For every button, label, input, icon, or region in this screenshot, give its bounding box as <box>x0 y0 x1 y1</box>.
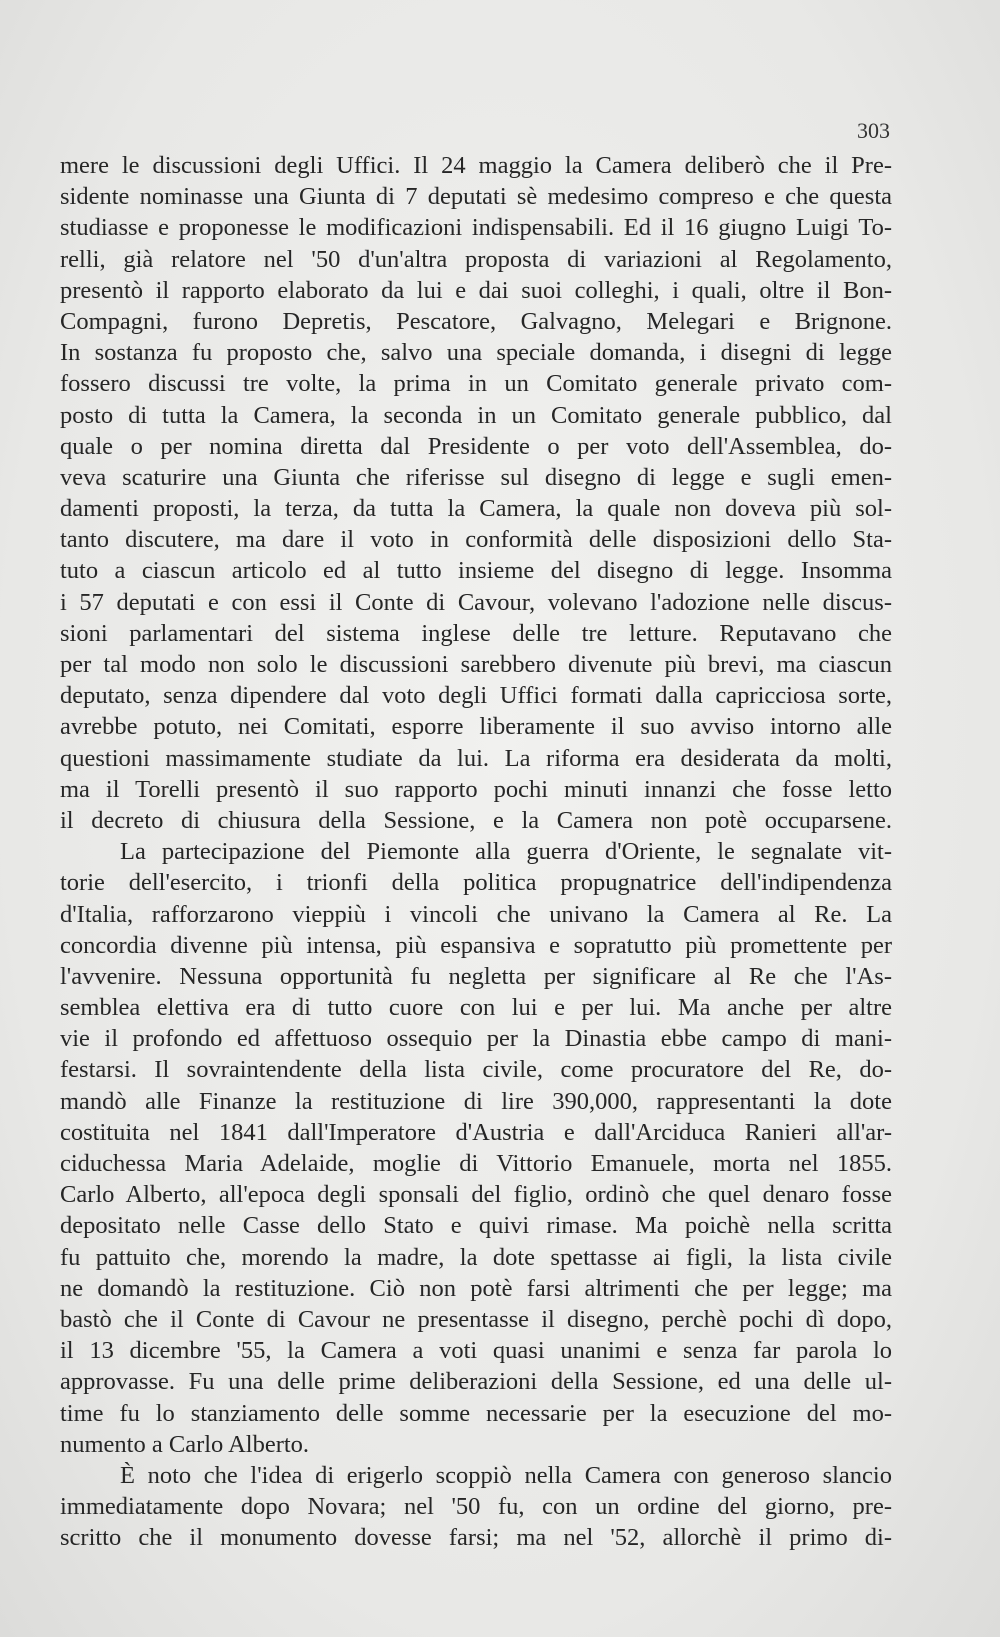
text-line: approvasse. Fu una delle prime deliberazioni della Sessione, ed una delle ul- <box>60 1368 892 1396</box>
text-line: semblea elettiva era di tutto cuore con lui e per lui. Ma anche per altre <box>60 994 892 1022</box>
text-line: sidente nominasse una Giunta di 7 deputati sè medesimo compreso e che questa <box>60 183 892 211</box>
text-line: torie dell'esercito, i trionfi della politica propugnatrice dell'indipendenza <box>60 869 892 897</box>
text-line: ne domandò la restituzione. Ciò non potè farsi altrimenti che per legge; ma <box>60 1274 892 1302</box>
body-text <box>60 150 892 1553</box>
text-line: l'avvenire. Nessuna opportunità fu negletta per significare al Re che l'As- <box>60 962 892 990</box>
text-line: La partecipazione del Piemonte alla guerra d'Oriente, le segnalate vit- <box>120 838 892 866</box>
text-line: time fu lo stanziamento delle somme necessarie per la esecuzione del mo- <box>60 1399 892 1427</box>
text-line: fossero discussi tre volte, la prima in un Comitato generale privato com- <box>60 370 892 398</box>
text-line: il 13 dicembre '55, la Camera a voti quasi unanimi e senza far parola lo <box>60 1337 892 1365</box>
text-line: immediatamente dopo Novara; nel '50 fu, con un ordine del giorno, pre- <box>60 1493 892 1521</box>
text-line: concordia divenne più intensa, più espansiva e sopratutto più promettente per <box>60 931 892 959</box>
text-line: studiasse e proponesse le modificazioni indispensabili. Ed il 16 giugno Luigi To- <box>60 214 892 242</box>
text-line: festarsi. Il sovraintendente della lista civile, come procuratore del Re, do- <box>60 1056 892 1084</box>
text-line: i 57 deputati e con essi il Conte di Cavour, volevano l'adozione nelle discus- <box>60 588 892 616</box>
text-line: In sostanza fu proposto che, salvo una speciale domanda, i disegni di legge <box>60 339 892 367</box>
page-number: 303 <box>857 118 890 143</box>
text-line: vie il profondo ed affettuoso ossequio per la Dinastia ebbe campo di mani- <box>60 1025 892 1053</box>
text-line: ma il Torelli presentò il suo rapporto pochi minuti innanzi che fosse letto <box>60 775 892 803</box>
text-line: tanto discutere, ma dare il voto in conformità delle disposizioni dello Sta- <box>60 526 892 554</box>
text-line: fu pattuito che, morendo la madre, la dote spettasse ai figli, la lista civile <box>60 1243 892 1271</box>
text-line: damenti proposti, la terza, da tutta la Camera, la quale non doveva più sol- <box>60 495 892 523</box>
text-line: scritto che il monumento dovesse farsi; ma nel '52, allorchè il primo di- <box>60 1524 892 1552</box>
text-line: relli, già relatore nel '50 d'un'altra proposta di variazioni al Regolamento, <box>60 245 892 273</box>
text-line: posto di tutta la Camera, la seconda in un Comitato generale pubblico, dal <box>60 401 892 429</box>
text-line: quale o per nomina diretta dal Presidente o per voto dell'Assemblea, do- <box>60 432 892 460</box>
text-line: mandò alle Finanze la restituzione di lire 390,000, rappresentanti la dote <box>60 1087 892 1115</box>
text-line: bastò che il Conte di Cavour ne presentasse il disegno, perchè pochi dì dopo, <box>60 1305 892 1333</box>
text-line: per tal modo non solo le discussioni sarebbero divenute più brevi, ma ciascun <box>60 651 892 678</box>
text-line: veva scaturire una Giunta che riferisse sul disegno di legge e sugli emen- <box>60 463 892 491</box>
text-line: mere le discussioni degli Uffici. Il 24 maggio la Camera deliberò che il Pre- <box>60 152 892 179</box>
text-line: il decreto di chiusura della Sessione, e la Camera non potè occuparsene. <box>60 806 892 834</box>
text-line: avrebbe potuto, nei Comitati, esporre liberamente il suo avviso intorno alle <box>60 713 892 741</box>
text-line: sioni parlamentari del sistema inglese delle tre letture. Reputavano che <box>60 619 892 647</box>
text-line: depositato nelle Casse dello Stato e quivi rimase. Ma poichè nella scritta <box>60 1212 892 1240</box>
text-line: costituita nel 1841 dall'Imperatore d'Austria e dall'Arciduca Ranieri all'ar- <box>60 1118 892 1146</box>
text-line: questioni massimamente studiate da lui. La riforma era desiderata da molti, <box>60 744 892 772</box>
text-line: d'Italia, rafforzarono vieppiù i vincoli che univano la Camera al Re. La <box>60 900 892 928</box>
text-line: numento a Carlo Alberto. <box>60 1430 310 1458</box>
text-line: ciduchessa Maria Adelaide, moglie di Vittorio Emanuele, morta nel 1855. <box>60 1150 892 1177</box>
text-line: Compagni, furono Depretis, Pescatore, Galvagno, Melegari e Brignone. <box>60 307 892 335</box>
text-line: Carlo Alberto, all'epoca degli sponsali del figlio, ordinò che quel denaro fosse <box>60 1181 892 1209</box>
text-line: presentò il rapporto elaborato da lui e dai suoi colleghi, i quali, oltre il Bon- <box>60 276 892 304</box>
text-line: È noto che l'idea di erigerlo scoppiò nella Camera con generoso slancio <box>120 1461 892 1489</box>
text-line: tuto a ciascun articolo ed al tutto insieme del disegno di legge. Insomma <box>60 557 892 585</box>
text-line: deputato, senza dipendere dal voto degli Uffici formati dalla capricciosa sorte, <box>60 682 892 710</box>
